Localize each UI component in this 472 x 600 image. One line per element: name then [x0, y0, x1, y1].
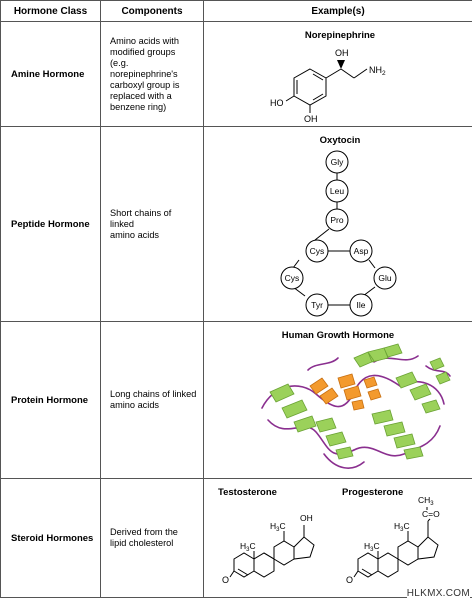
residue-tyr: Tyr — [311, 300, 323, 310]
class-peptide: Peptide Hormone — [1, 127, 101, 322]
steroid-structures — [204, 479, 472, 597]
row-amine — [1, 22, 472, 127]
components-line: lipid cholesterol — [110, 538, 174, 548]
row-protein — [1, 322, 472, 479]
class-steroid: Steroid Hormones — [1, 479, 101, 598]
label-nh2: $NH_2$ — [369, 65, 386, 77]
components-line: carboxyl group is — [110, 79, 180, 90]
example-peptide — [204, 127, 472, 322]
components-line: benzene ring) — [110, 101, 167, 112]
testosterone-o: O — [222, 575, 230, 585]
residue-ile: Ile — [356, 300, 366, 310]
example-protein — [204, 322, 472, 479]
watermark: HLKMX.COM — [406, 588, 470, 599]
norepinephrine-structure — [204, 22, 472, 126]
row-steroid — [1, 479, 472, 598]
class-amine: Amine Hormone — [1, 22, 101, 127]
header-components: Components — [101, 1, 204, 22]
components-protein — [101, 322, 204, 479]
class-protein: Protein Hormone — [1, 322, 101, 479]
components-line: amino acids — [110, 400, 160, 410]
components-line: modified groups — [110, 46, 176, 57]
components-line: Short chains of linked — [110, 207, 172, 229]
components-amine — [101, 22, 204, 127]
testosterone-skeleton — [230, 525, 314, 577]
residue-gly: Gly — [330, 157, 344, 167]
components-line: Derived from the — [110, 527, 178, 537]
example-title-progesterone: Progesterone — [342, 487, 404, 498]
progesterone-h3c-1: $H_3C$ — [364, 541, 380, 553]
label-oh-bottom: OH — [304, 114, 318, 124]
header-hormone-class: Hormone Class — [1, 1, 101, 22]
components-line: amino acids — [110, 229, 160, 240]
residue-cys-2: Cys — [284, 273, 300, 283]
components-line: Long chains of linked — [110, 389, 197, 399]
components-line: replaced with a — [110, 90, 172, 101]
progesterone-h3c-2: $H_3C$ — [394, 521, 410, 533]
residue-glu: Glu — [378, 273, 392, 283]
row-peptide — [1, 127, 472, 322]
components-line: (e.g. norepinephrine's — [110, 57, 178, 79]
example-amine — [204, 22, 472, 127]
testosterone-h3c-1: $H_3C$ — [240, 541, 256, 553]
label-oh-top: OH — [335, 48, 349, 58]
testosterone-oh: OH — [300, 513, 313, 523]
header-examples: Example(s) — [204, 1, 472, 22]
example-title-growth-hormone: Human Growth Hormone — [281, 330, 395, 341]
progesterone-o: O — [346, 575, 354, 585]
components-steroid — [101, 479, 204, 598]
components-peptide — [101, 127, 204, 322]
testosterone-h3c-2: $H_3C$ — [270, 521, 286, 533]
example-title-oxytocin: Oxytocin — [319, 135, 361, 146]
header-row — [1, 1, 472, 22]
label-ho: HO — [270, 98, 284, 108]
residue-cys-1: Cys — [309, 246, 325, 256]
progesterone-c-eq-o: C=O — [422, 509, 440, 519]
oxytocin-structure — [204, 127, 472, 321]
residue-asp: Asp — [353, 246, 369, 256]
residue-pro: Pro — [330, 215, 344, 225]
progesterone-ch3: $CH_3$ — [418, 495, 434, 507]
example-title-norepinephrine: Norepinephrine — [304, 30, 376, 41]
example-title-testosterone: Testosterone — [218, 487, 277, 498]
residue-leu: Leu — [329, 186, 345, 196]
growth-hormone-ribbon — [204, 322, 472, 478]
components-line: Amino acids with — [110, 35, 179, 46]
example-steroid — [204, 479, 472, 598]
